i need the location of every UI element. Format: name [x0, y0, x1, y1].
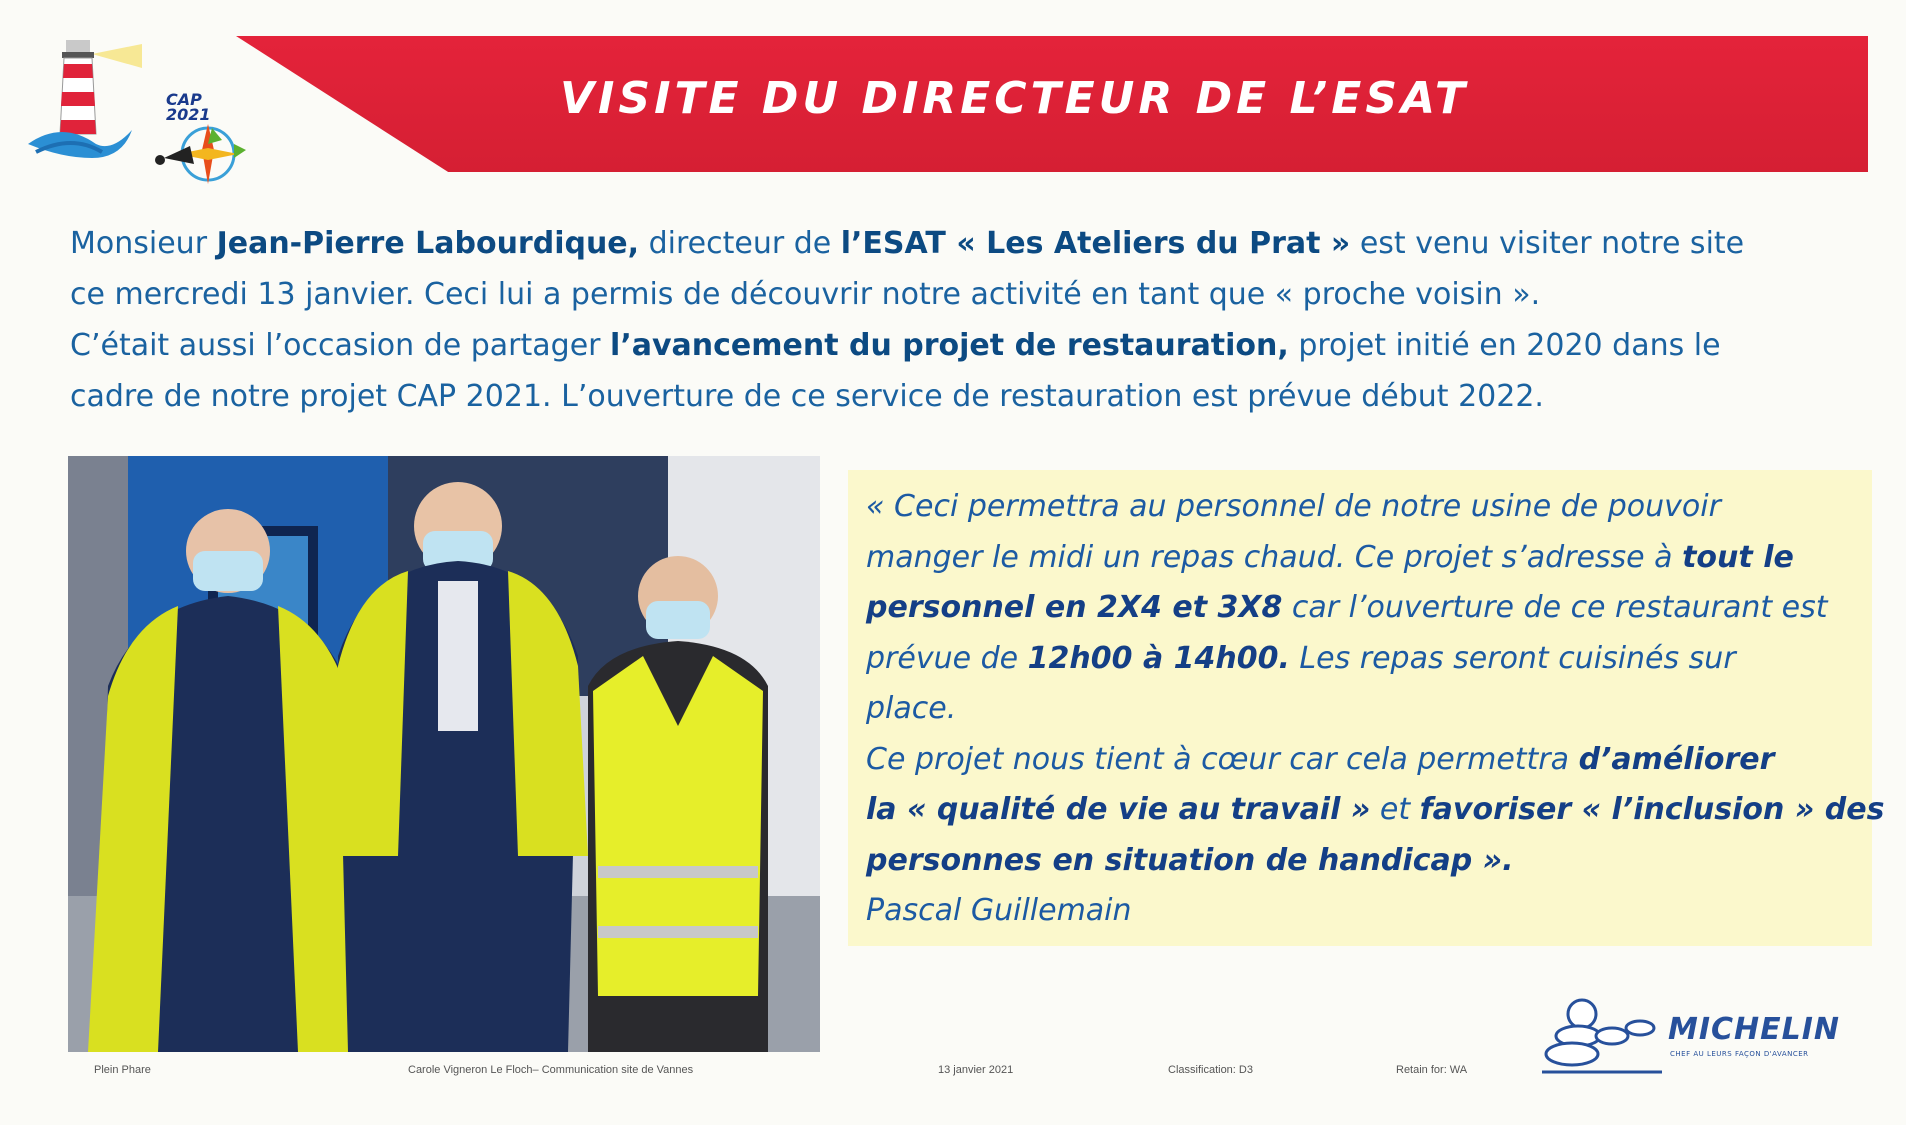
intro-line-3: C’était aussi l’occasion de partager l’avancement du projet de restauration, projet initié en 2020 dans le — [70, 328, 1721, 363]
quote-line-3: personnel en 2X4 et 3X8 car l’ouverture de ce restaurant est — [866, 590, 1828, 625]
quote-line-7: la « qualité de vie au travail » et favoriser « l’inclusion » des — [866, 792, 1885, 827]
intro-line-4: cadre de notre projet CAP 2021. L’ouverture de ce service de restauration est prévue début 2022. — [70, 379, 1544, 414]
footer-retain: Retain for: WA — [1396, 1064, 1468, 1076]
quote-line-8: personnes en situation de handicap ». — [866, 842, 1514, 878]
michelin-wordmark: MICHELIN — [1668, 1012, 1841, 1047]
page-title: VISITE DU DIRECTEUR DE L’ESAT — [560, 73, 1469, 124]
cap-logo-label: CAP 2021 — [166, 90, 211, 124]
project-highlight: l’avancement du projet de restauration, — [610, 328, 1289, 363]
quote-line-4: prévue de 12h00 à 14h00. Les repas seront cuisinés sur — [866, 640, 1736, 676]
footer-classification: Classification: D3 — [1168, 1064, 1253, 1076]
visitor-name: Jean-Pierre Labourdique, — [216, 226, 640, 261]
intro-line-1: Monsieur Jean-Pierre Labourdique, directeur de l’ESAT « Les Ateliers du Prat » est venu visiter notre site — [70, 226, 1745, 261]
lighthouse-logo — [22, 34, 142, 166]
quote-text — [866, 482, 1885, 937]
visit-photo — [68, 456, 820, 1052]
footer-author: Carole Vigneron Le Floch– Communication site de Vannes — [408, 1064, 694, 1076]
quote-line-6: Ce projet nous tient à cœur car cela permettra d’améliorer — [866, 741, 1775, 777]
esat-name: l’ESAT « Les Ateliers du Prat » — [840, 226, 1351, 261]
intro-paragraph — [70, 218, 1860, 422]
michelin-tagline: CHEF AU LEURS FAÇON D'AVANCER — [1670, 1050, 1809, 1058]
quote-line-5: place. — [866, 691, 957, 726]
intro-line-2: ce mercredi 13 janvier. Ceci lui a permis de découvrir notre activité en tant que « proche voisin ». — [70, 277, 1541, 312]
quote-line-2: manger le midi un repas chaud. Ce projet s’adresse à tout le — [866, 539, 1794, 575]
footer-date: 13 janvier 2021 — [938, 1064, 1014, 1076]
quote-signature: Pascal Guillemain — [866, 893, 1132, 928]
footer-newsletter: Plein Phare — [94, 1064, 151, 1076]
quote-line-1: « Ceci permettra au personnel de notre usine de pouvoir — [866, 489, 1721, 524]
